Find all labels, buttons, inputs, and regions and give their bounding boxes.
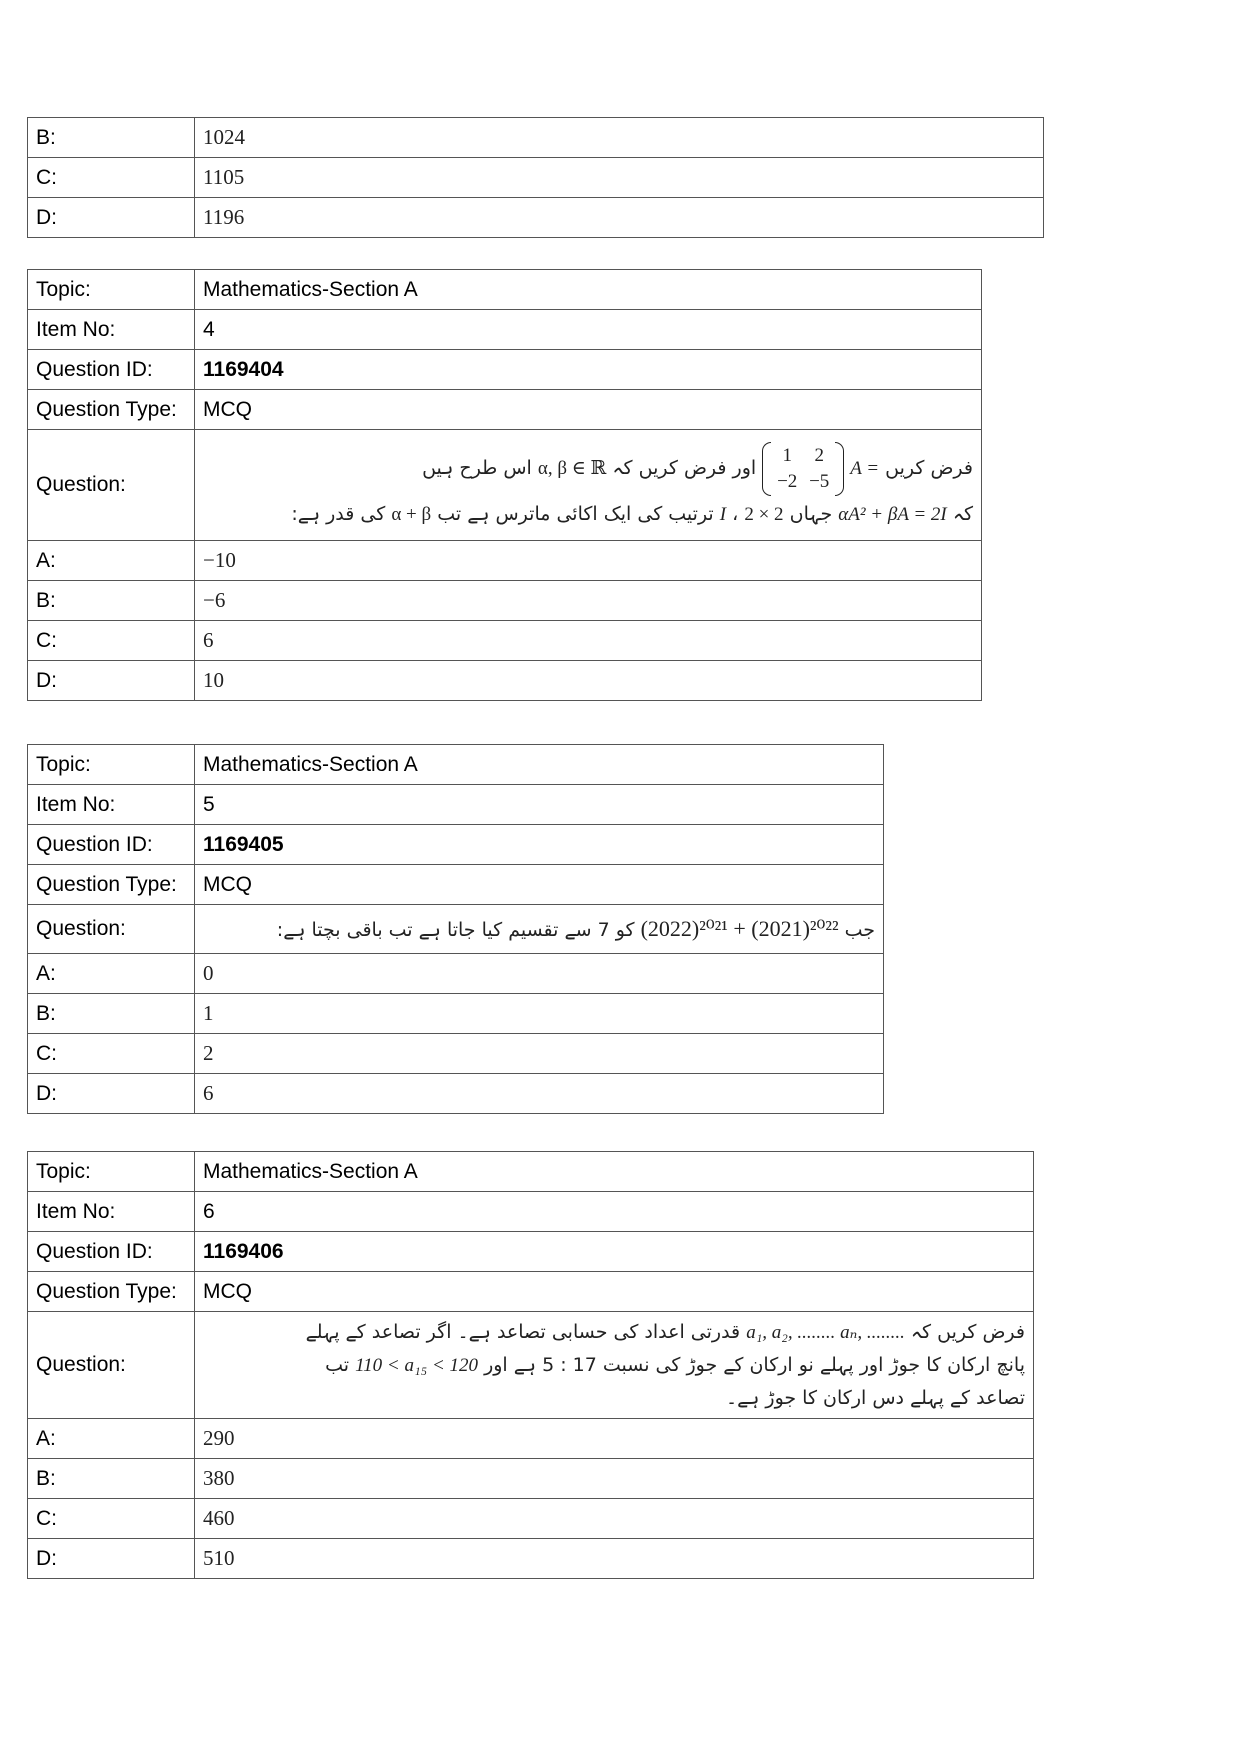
option-d-value: 1196 [195, 198, 1044, 238]
question-id-value: 1169406 [195, 1232, 1034, 1272]
item-no-value: 6 [195, 1192, 1034, 1232]
option-d-value: 10 [195, 661, 982, 701]
question-line-1 [203, 913, 875, 946]
item-no-row [28, 310, 982, 350]
question-text-part: تب [325, 1354, 350, 1376]
question-math: 110 < a₁₅ < 120 [355, 1355, 479, 1376]
question-math: 2 × 2 [744, 504, 784, 525]
right-bracket [835, 442, 844, 496]
question-math: a₁, a₂, ........ aₙ, ........ [746, 1322, 905, 1343]
matrix-cell: 1 [782, 444, 792, 466]
option-a-value: 290 [195, 1419, 1034, 1459]
option-a-label: A: [28, 541, 195, 581]
topic-label: Topic: [28, 1152, 195, 1192]
option-c-row [28, 158, 1044, 198]
option-b-row [28, 118, 1044, 158]
topic-label: Topic: [28, 270, 195, 310]
question-text-part: کو 7 سے تقسیم کیا جاتا ہے تب باقی بچتا ہے: [276, 918, 635, 941]
question-type-row [28, 865, 884, 905]
option-c-label: C: [28, 621, 195, 661]
option-c-value: 460 [195, 1499, 1034, 1539]
matrix-a [762, 442, 844, 496]
topic-value: Mathematics-Section A [195, 270, 982, 310]
option-b-value: 1024 [195, 118, 1044, 158]
question-line-1 [203, 439, 973, 498]
topic-row [28, 270, 982, 310]
question-text-part: جب [844, 918, 875, 941]
question-line-1 [203, 1316, 1025, 1349]
option-b-row [28, 581, 982, 621]
item-no-row [28, 785, 884, 825]
option-d-value: 510 [195, 1539, 1034, 1579]
matrix-lhs: A = [850, 458, 880, 479]
question-math: (2022)²⁰²¹ + (2021)²⁰²² [640, 915, 839, 941]
option-c-row [28, 1034, 884, 1074]
question-label: Question: [28, 1312, 195, 1419]
option-b-label: B: [28, 118, 195, 158]
question-line-2 [203, 1349, 1025, 1382]
question-text [195, 905, 884, 954]
question-line-3 [203, 1382, 1025, 1414]
question-text-part: اور فرض کریں کہ [612, 457, 757, 479]
question-text-part: ، [732, 503, 739, 525]
option-d-label: D: [28, 1074, 195, 1114]
option-c-row [28, 621, 982, 661]
option-a-row [28, 541, 982, 581]
topic-row [28, 1152, 1034, 1192]
option-a-label: A: [28, 1419, 195, 1459]
option-d-row [28, 1074, 884, 1114]
option-c-label: C: [28, 158, 195, 198]
option-a-value: −10 [195, 541, 982, 581]
option-a-value: 0 [195, 954, 884, 994]
question-label: Question: [28, 430, 195, 541]
question-line-2 [203, 498, 973, 531]
question-text-part: فرض کریں [885, 457, 973, 479]
matrix-cell: 2 [814, 444, 824, 466]
question-type-label: Question Type: [28, 1272, 195, 1312]
question-text-part: قدرتی اعداد کی حسابی تصاعد ہے۔ اگر تصاعد کے پہلے [305, 1321, 741, 1343]
question-type-value: MCQ [195, 865, 884, 905]
option-b-row [28, 994, 884, 1034]
topic-value: Mathematics-Section A [195, 745, 884, 785]
question-text [195, 430, 982, 541]
question-text-part: جہاں [789, 503, 833, 525]
option-d-label: D: [28, 198, 195, 238]
option-b-label: B: [28, 1459, 195, 1499]
option-d-label: D: [28, 1539, 195, 1579]
question-id-label: Question ID: [28, 350, 195, 390]
option-d-row [28, 661, 982, 701]
option-c-label: C: [28, 1499, 195, 1539]
option-c-row [28, 1499, 1034, 1539]
question-text-part: کی قدر ہے: [291, 503, 386, 525]
item-no-value: 4 [195, 310, 982, 350]
question-text-part: پانچ ارکان کا جوڑ اور پہلے نو ارکان کے جوڑ کی نسبت 17 : 5 ہے اور [484, 1354, 1025, 1376]
question-text-part: تصاعد کے پہلے دس ارکان کا جوڑ ہے۔ [725, 1387, 1025, 1409]
question-5-table [27, 744, 884, 1114]
question-label: Question: [28, 905, 195, 954]
option-b-row [28, 1459, 1034, 1499]
topic-row [28, 745, 884, 785]
question-6-table [27, 1151, 1034, 1579]
item-no-row [28, 1192, 1034, 1232]
option-a-label: A: [28, 954, 195, 994]
left-bracket [762, 442, 771, 496]
option-a-row [28, 1419, 1034, 1459]
option-c-label: C: [28, 1034, 195, 1074]
option-d-row [28, 198, 1044, 238]
question-type-label: Question Type: [28, 865, 195, 905]
item-no-label: Item No: [28, 1192, 195, 1232]
option-b-value: −6 [195, 581, 982, 621]
question-id-row [28, 350, 982, 390]
option-c-value: 6 [195, 621, 982, 661]
question-4-table [27, 269, 982, 701]
option-b-label: B: [28, 581, 195, 621]
question-math: αA² + βA = 2I [838, 504, 947, 525]
option-d-value: 6 [195, 1074, 884, 1114]
question-text-part: کہ [952, 503, 973, 525]
question-3-options-table [27, 117, 1044, 238]
matrix-cell: −5 [809, 470, 830, 492]
question-id-label: Question ID: [28, 825, 195, 865]
question-row [28, 430, 982, 541]
question-text [195, 1312, 1034, 1419]
question-type-row [28, 390, 982, 430]
option-b-label: B: [28, 994, 195, 1034]
question-row [28, 905, 884, 954]
question-text-part: فرض کریں کہ [910, 1321, 1025, 1343]
item-no-label: Item No: [28, 785, 195, 825]
question-text-part: اس طرح ہیں [422, 457, 532, 479]
option-c-value: 2 [195, 1034, 884, 1074]
item-no-label: Item No: [28, 310, 195, 350]
option-a-row [28, 954, 884, 994]
option-b-value: 1 [195, 994, 884, 1034]
question-math: α + β [391, 504, 432, 525]
option-c-value: 1105 [195, 158, 1044, 198]
question-type-row [28, 1272, 1034, 1312]
question-math: I [719, 504, 727, 525]
question-type-label: Question Type: [28, 390, 195, 430]
question-id-value: 1169405 [195, 825, 884, 865]
question-text-part: ترتیب کی ایک اکائی ماترس ہے تب [437, 503, 714, 525]
question-id-label: Question ID: [28, 1232, 195, 1272]
question-type-value: MCQ [195, 1272, 1034, 1312]
question-math: α, β ∈ ℝ [537, 458, 607, 479]
question-id-value: 1169404 [195, 350, 982, 390]
question-type-value: MCQ [195, 390, 982, 430]
matrix-cell: −2 [777, 470, 798, 492]
topic-value: Mathematics-Section A [195, 1152, 1034, 1192]
topic-label: Topic: [28, 745, 195, 785]
question-id-row [28, 1232, 1034, 1272]
option-d-label: D: [28, 661, 195, 701]
option-b-value: 380 [195, 1459, 1034, 1499]
question-id-row [28, 825, 884, 865]
item-no-value: 5 [195, 785, 884, 825]
question-row [28, 1312, 1034, 1419]
option-d-row [28, 1539, 1034, 1579]
